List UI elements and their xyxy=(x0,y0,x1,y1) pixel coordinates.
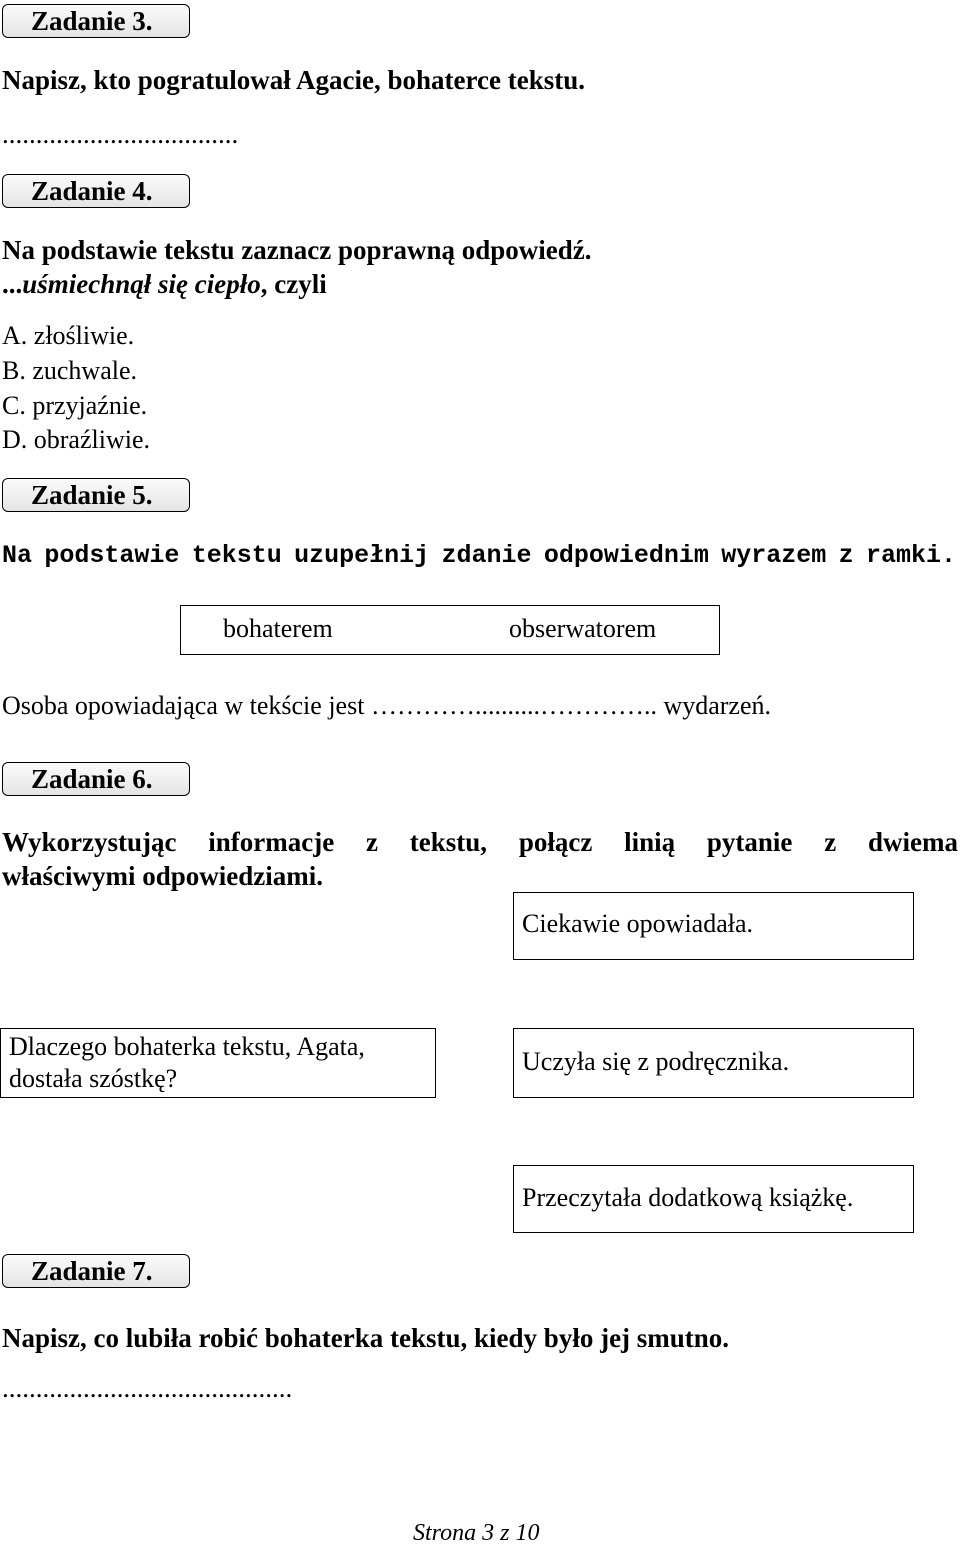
task-7-badge: Zadanie 7. xyxy=(2,1254,190,1288)
task-3-question: Napisz, kto pogratulował Agacie, bohaterce tekstu. xyxy=(2,65,585,95)
task-5-word: wyrazem xyxy=(721,541,827,570)
task-5-gap[interactable]: …………..........………….. xyxy=(370,691,657,720)
task-5-word: uzupełnij xyxy=(294,541,430,570)
task-5-word: Na xyxy=(2,541,33,570)
question-box[interactable] xyxy=(0,1028,436,1098)
task-4-option-c[interactable]: C. przyjaźnie. xyxy=(2,391,148,420)
task-6-word: dwiema xyxy=(867,827,958,857)
task-4-phrase-tail: , czyli xyxy=(260,269,327,299)
task-4-badge: Zadanie 4. xyxy=(2,174,190,208)
task-6-word: pytanie xyxy=(706,827,793,857)
answer-box-2-text: Uczyła się z podręcznika. xyxy=(522,1047,790,1076)
task-5-word: ramki. xyxy=(865,541,956,570)
task-6-question-line2: właściwymi odpowiedziami. xyxy=(2,861,323,891)
answer-box-1[interactable] xyxy=(513,892,914,960)
task-6-word: linią xyxy=(624,827,676,857)
task-6-word: Wykorzystując xyxy=(2,827,177,857)
task-4-option-a[interactable]: A. złośliwie. xyxy=(2,321,135,350)
task-6-word: z xyxy=(824,827,837,857)
question-box-text: Dlaczego bohaterka tekstu, Agata, dostała szóstkę? xyxy=(9,1032,365,1093)
task-3-answer-line[interactable]: ................................... xyxy=(2,119,239,149)
task-6-badge: Zadanie 6. xyxy=(2,762,190,796)
task-5-question xyxy=(2,540,956,572)
task-6-word: z xyxy=(366,827,378,857)
task-4-option-d[interactable]: D. obraźliwie. xyxy=(2,425,151,454)
task-6-question-line1 xyxy=(2,826,958,858)
task-6-word: informacje xyxy=(208,827,335,857)
task-5-word: odpowiednim xyxy=(543,541,709,570)
task-5-sentence-start: Osoba opowiadająca w tekście jest xyxy=(2,691,365,720)
frame-word-bohaterem: bohaterem xyxy=(223,614,333,643)
task-5-badge: Zadanie 5. xyxy=(2,478,190,512)
task-3-badge: Zadanie 3. xyxy=(2,4,190,38)
answer-box-2[interactable] xyxy=(513,1028,914,1098)
answer-box-1-text: Ciekawie opowiadała. xyxy=(522,909,754,938)
task-5-word: zdanie xyxy=(441,541,532,570)
task-5-word: z xyxy=(838,541,854,570)
word-frame xyxy=(180,605,720,655)
task-5-word: podstawie xyxy=(44,541,180,570)
answer-box-3-text: Przeczytała dodatkową książkę. xyxy=(522,1183,854,1212)
task-6-word: połącz xyxy=(518,827,593,857)
answer-box-3[interactable] xyxy=(513,1165,914,1233)
frame-word-obserwatorem: obserwatorem xyxy=(509,614,657,643)
page-number: Strona 3 z 10 xyxy=(413,1520,540,1546)
task-4-phrase xyxy=(2,268,327,300)
task-5-sentence xyxy=(2,690,771,722)
task-4-phrase-lead: ... xyxy=(2,269,23,299)
task-4-option-b[interactable]: B. zuchwale. xyxy=(2,356,138,385)
task-4-phrase-italic: uśmiechnął się ciepło xyxy=(22,269,261,299)
task-6-word: tekstu, xyxy=(409,827,488,857)
task-5-word: tekstu xyxy=(191,541,282,570)
task-4-question: Na podstawie tekstu zaznacz poprawną odpowiedź. xyxy=(2,235,592,265)
task-7-answer-line[interactable]: ........................................... xyxy=(2,1373,293,1403)
task-5-sentence-end: wydarzeń. xyxy=(663,691,771,720)
task-7-question: Napisz, co lubiła robić bohaterka tekstu, kiedy było jej smutno. xyxy=(2,1323,730,1353)
